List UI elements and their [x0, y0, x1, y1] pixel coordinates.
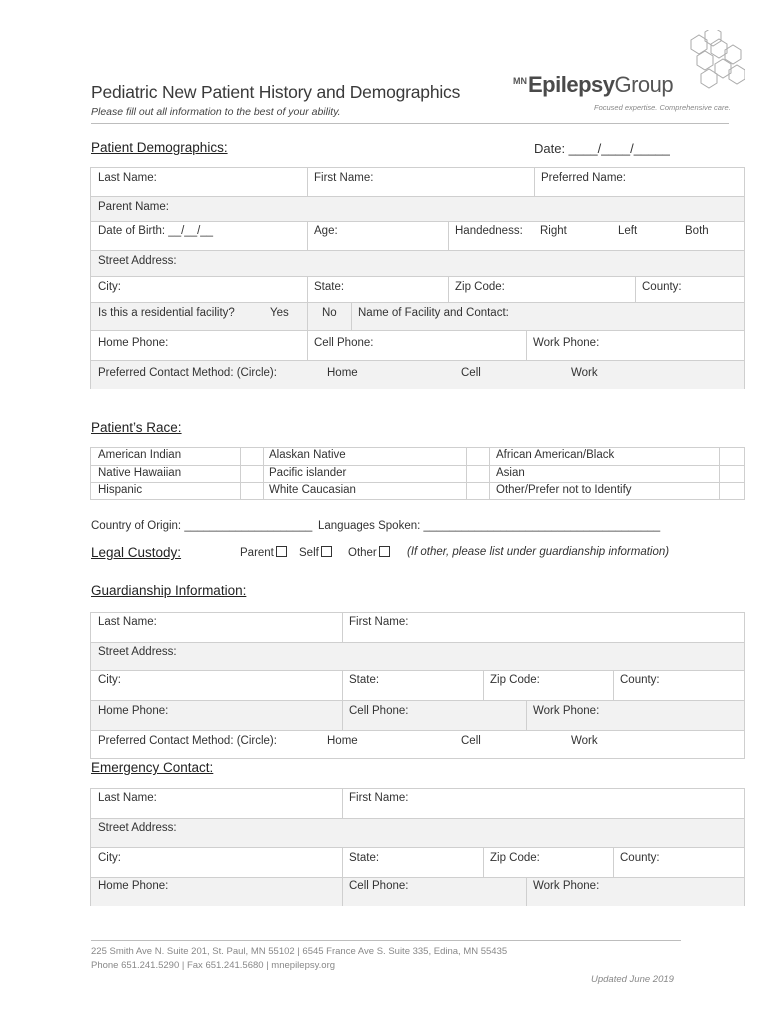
emergency-work-phone-field[interactable]: Work Phone:	[533, 880, 600, 892]
patient-state-field[interactable]: State:	[314, 281, 345, 293]
footer-updated: Updated June 2019	[591, 974, 674, 985]
table-row	[91, 670, 744, 700]
patient-race-heading: Patient’s Race:	[91, 420, 182, 435]
guardian-contact-home-option[interactable]: Home	[327, 735, 358, 747]
footer-divider	[91, 940, 681, 941]
table-row	[91, 360, 744, 389]
table-row	[91, 877, 744, 906]
patient-city-field[interactable]: City:	[98, 281, 121, 293]
handedness-label: Handedness:	[455, 225, 523, 237]
race-option[interactable]: African American/Black	[496, 449, 615, 461]
table-row	[91, 276, 744, 302]
table-row	[91, 730, 744, 759]
custody-other-label: Other	[348, 547, 377, 559]
patient-home-phone-field[interactable]: Home Phone:	[98, 337, 169, 349]
guardianship-table	[90, 612, 745, 759]
guardian-contact-method-label: Preferred Contact Method: (Circle):	[98, 735, 277, 747]
emergency-city-field[interactable]: City:	[98, 852, 121, 864]
table-row	[91, 818, 744, 847]
residential-yes-option[interactable]: Yes	[270, 307, 289, 319]
logo-wordmark	[528, 72, 673, 98]
emergency-last-name-field[interactable]: Last Name:	[98, 792, 157, 804]
facility-contact-field[interactable]: Name of Facility and Contact:	[358, 307, 509, 319]
emergency-first-name-field[interactable]: First Name:	[349, 792, 409, 804]
guardian-last-name-field[interactable]: Last Name:	[98, 616, 157, 628]
guardian-city-field[interactable]: City:	[98, 674, 121, 686]
contact-method-home-option[interactable]: Home	[327, 367, 358, 379]
table-row	[91, 465, 744, 482]
patient-preferred-name-field[interactable]: Preferred Name:	[541, 172, 627, 184]
logo-word-epilepsy: Epilepsy	[528, 72, 615, 97]
table-row	[91, 250, 744, 276]
guardian-county-field[interactable]: County:	[620, 674, 660, 686]
race-option[interactable]: Pacific islander	[269, 467, 347, 479]
table-row	[91, 448, 744, 465]
custody-self-label: Self	[299, 547, 319, 559]
handedness-both-option[interactable]: Both	[685, 225, 709, 237]
custody-parent-label: Parent	[240, 547, 274, 559]
guardian-street-address-field[interactable]: Street Address:	[98, 646, 177, 658]
custody-other-option[interactable]	[348, 546, 390, 559]
emergency-cell-phone-field[interactable]: Cell Phone:	[349, 880, 409, 892]
logo-tagline: Focused expertise. Comprehensive care.	[594, 103, 731, 112]
residential-no-option[interactable]: No	[322, 307, 337, 319]
page-title: Pediatric New Patient History and Demographics	[91, 82, 461, 102]
logo-word-group: Group	[614, 72, 674, 97]
page-subtitle: Please fill out all information to the best of your ability.	[91, 106, 341, 118]
age-field[interactable]: Age:	[314, 225, 338, 237]
legal-custody-heading: Legal Custody:	[91, 545, 182, 560]
patient-county-field[interactable]: County:	[642, 281, 682, 293]
patient-street-address-field[interactable]: Street Address:	[98, 255, 177, 267]
table-row	[91, 482, 744, 499]
emergency-home-phone-field[interactable]: Home Phone:	[98, 880, 169, 892]
emergency-contact-table	[90, 788, 745, 906]
table-row	[91, 700, 744, 730]
handedness-left-option[interactable]: Left	[618, 225, 638, 237]
date-field[interactable]: Date: ____/____/_____	[534, 141, 670, 156]
logo-prefix: MN	[513, 76, 527, 86]
race-option[interactable]: Alaskan Native	[269, 449, 346, 461]
patient-first-name-field[interactable]: First Name:	[314, 172, 374, 184]
patient-last-name-field[interactable]: Last Name:	[98, 172, 157, 184]
table-row	[91, 168, 744, 196]
guardianship-heading: Guardianship Information:	[91, 583, 247, 598]
footer-contact: Phone 651.241.5290 | Fax 651.241.5680 | mnepilepsy.org	[91, 960, 336, 971]
race-option[interactable]: Native Hawaiian	[98, 467, 182, 479]
checkbox-icon[interactable]	[379, 546, 390, 557]
guardian-first-name-field[interactable]: First Name:	[349, 616, 409, 628]
patient-demographics-heading: Patient Demographics:	[91, 140, 228, 155]
race-option[interactable]: Asian	[496, 467, 525, 479]
guardian-contact-cell-option[interactable]: Cell	[461, 735, 481, 747]
guardian-cell-phone-field[interactable]: Cell Phone:	[349, 705, 409, 717]
emergency-zip-field[interactable]: Zip Code:	[490, 852, 540, 864]
table-row	[91, 330, 744, 360]
patient-demographics-table	[90, 167, 745, 389]
header-divider	[91, 123, 729, 124]
footer-address: 225 Smith Ave N. Suite 201, St. Paul, MN 55102 | 6545 France Ave S. Suite 335, Edina, MN 55435	[91, 946, 508, 957]
race-option[interactable]: Other/Prefer not to Identify	[496, 484, 632, 496]
residential-facility-label: Is this a residential facility?	[98, 307, 235, 319]
guardian-state-field[interactable]: State:	[349, 674, 380, 686]
race-option[interactable]: White Caucasian	[269, 484, 356, 496]
country-of-origin-field[interactable]: Country of Origin: ____________________	[91, 520, 313, 532]
hexagon-cluster-icon	[675, 30, 745, 100]
guardian-zip-field[interactable]: Zip Code:	[490, 674, 540, 686]
emergency-street-address-field[interactable]: Street Address:	[98, 822, 177, 834]
emergency-county-field[interactable]: County:	[620, 852, 660, 864]
checkbox-icon[interactable]	[276, 546, 287, 557]
custody-note: (If other, please list under guardianship information)	[407, 546, 670, 558]
contact-method-label: Preferred Contact Method: (Circle):	[98, 367, 277, 379]
emergency-state-field[interactable]: State:	[349, 852, 380, 864]
patient-work-phone-field[interactable]: Work Phone:	[533, 337, 600, 349]
checkbox-icon[interactable]	[321, 546, 332, 557]
contact-method-cell-option[interactable]: Cell	[461, 367, 481, 379]
contact-method-work-option[interactable]: Work	[571, 367, 598, 379]
table-row	[91, 196, 744, 221]
patient-zip-field[interactable]: Zip Code:	[455, 281, 505, 293]
parent-name-field[interactable]: Parent Name:	[98, 201, 169, 213]
table-row	[91, 221, 744, 250]
guardian-work-phone-field[interactable]: Work Phone:	[533, 705, 600, 717]
dob-field[interactable]: Date of Birth: __/__/__	[98, 225, 214, 237]
table-row	[91, 613, 744, 642]
table-row	[91, 789, 744, 818]
custody-parent-option[interactable]	[240, 546, 287, 559]
emergency-contact-heading: Emergency Contact:	[91, 760, 214, 775]
languages-spoken-field[interactable]: Languages Spoken: _____________________________________	[318, 520, 661, 532]
race-option[interactable]: Hispanic	[98, 484, 143, 496]
guardian-home-phone-field[interactable]: Home Phone:	[98, 705, 169, 717]
table-row	[91, 642, 744, 670]
patient-cell-phone-field[interactable]: Cell Phone:	[314, 337, 374, 349]
race-option[interactable]: American Indian	[98, 449, 182, 461]
handedness-right-option[interactable]: Right	[540, 225, 567, 237]
guardian-contact-work-option[interactable]: Work	[571, 735, 598, 747]
table-row	[91, 302, 744, 330]
custody-self-option[interactable]	[299, 546, 332, 559]
race-table	[90, 447, 745, 500]
table-row	[91, 847, 744, 877]
